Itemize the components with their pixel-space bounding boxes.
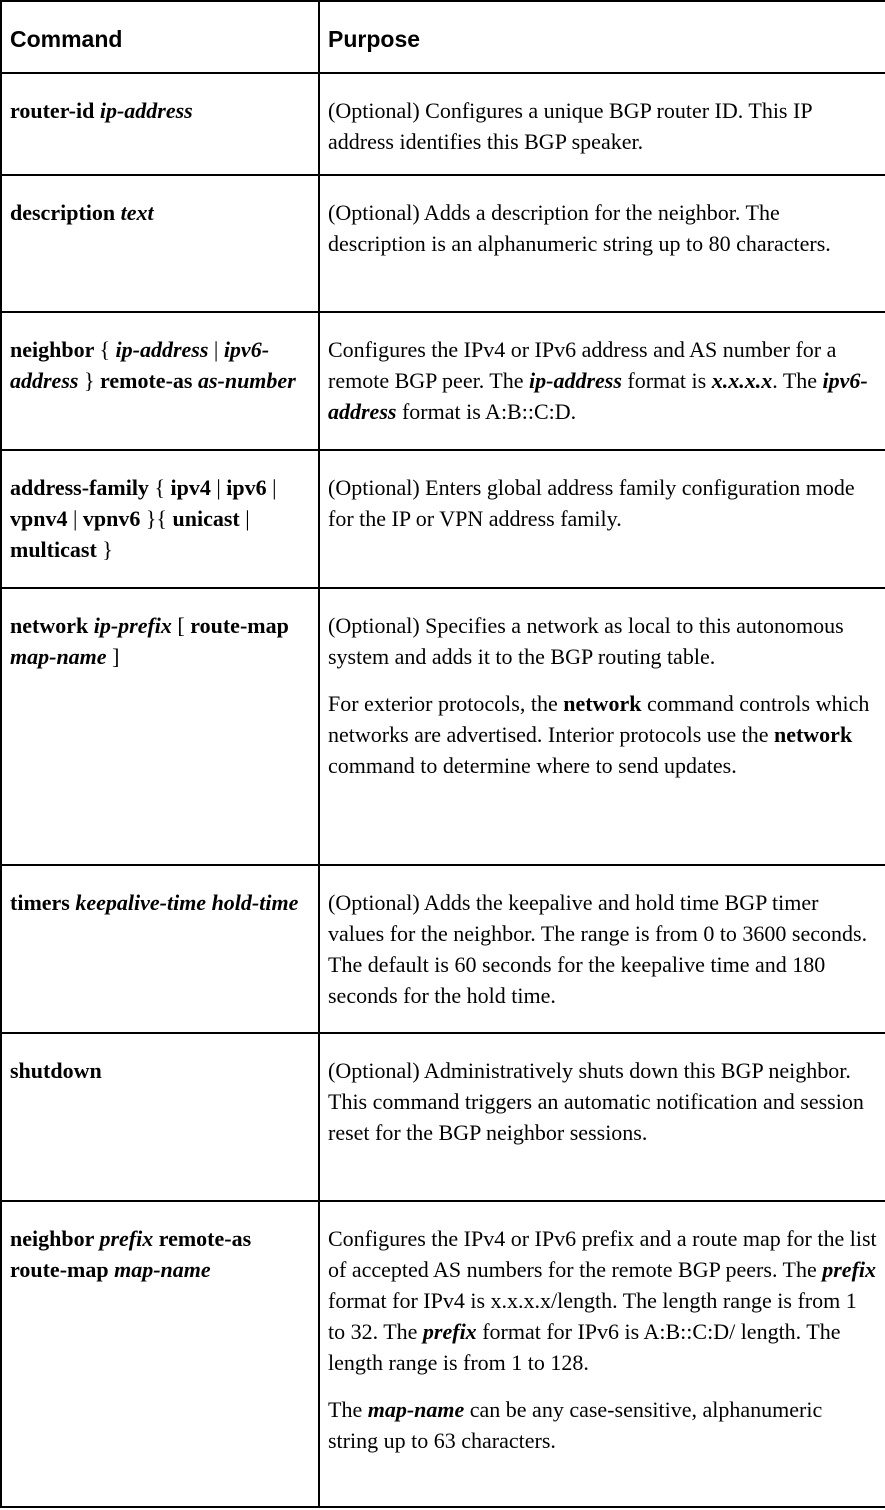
text-run: keepalive-time hold-time — [75, 890, 299, 915]
text-run: unicast — [172, 506, 240, 531]
table-row — [1, 312, 885, 450]
text-run: neighbor — [10, 337, 100, 362]
text-run: address-family — [10, 475, 155, 500]
text-run: (Optional) Adds the keepalive and hold time BGP timer values for the neighbor. The range is from 0 to 3600 seconds. The default is 60 seconds for the keepalive time and 180 seconds for the hold time. — [328, 890, 868, 1008]
text-run: can be any case-sensitive, alphanumeric string up to 63 characters. — [328, 1397, 823, 1453]
text-run: prefix — [422, 1319, 477, 1344]
purpose-paragraph — [328, 1394, 877, 1456]
text-run: prefix — [822, 1257, 877, 1282]
text-run: ipv6-address — [10, 337, 270, 393]
text-run: ] — [106, 644, 120, 669]
command-cell — [1, 175, 319, 312]
purpose-paragraph — [328, 95, 877, 157]
purpose-paragraph — [328, 887, 877, 1011]
text-run: map-name — [367, 1397, 465, 1422]
text-run: remote-as route-map — [10, 1226, 252, 1282]
text-run: remote-as — [100, 368, 198, 393]
command-cell — [1, 1033, 319, 1201]
command-cell — [1, 588, 319, 865]
text-run: text — [120, 200, 154, 225]
purpose-cell — [319, 588, 885, 865]
text-run: ipv4 — [170, 475, 211, 500]
purpose-cell — [319, 175, 885, 312]
text-run: vpnv6 — [82, 506, 141, 531]
text-run: | — [266, 475, 277, 500]
text-run: (Optional) Specifies a network as local to this autonomous system and adds it to the BGP routing table. — [328, 613, 844, 669]
table-row — [1, 1033, 885, 1201]
command-cell — [1, 450, 319, 588]
text-run: } — [96, 537, 113, 562]
table-row — [1, 73, 885, 175]
text-run: The — [328, 1397, 368, 1422]
purpose-cell — [319, 312, 885, 450]
text-run: { — [99, 337, 116, 362]
text-run: }{ — [140, 506, 173, 531]
text-run: as-number — [197, 368, 296, 393]
purpose-cell — [319, 73, 885, 175]
text-run: shutdown — [10, 1058, 102, 1083]
text-run: neighbor — [10, 1226, 100, 1251]
text-run: router-id — [10, 98, 100, 123]
command-column-header: Command — [1, 1, 319, 73]
header-row — [1, 1, 885, 73]
text-run: network — [10, 613, 94, 638]
text-run: ipv6 — [226, 475, 267, 500]
text-run: (Optional) Configures a unique BGP router ID. This IP address identifies this BGP speaker. — [328, 98, 812, 154]
text-run: network — [563, 691, 642, 716]
table-row — [1, 175, 885, 312]
text-run: | — [210, 475, 227, 500]
text-run: | — [208, 337, 224, 362]
text-run: ip-prefix — [93, 613, 172, 638]
text-run: ip-address — [115, 337, 209, 362]
table-row — [1, 450, 885, 588]
text-run: format for IPv6 is A:B::C:D/ length. The length range is from 1 to 128. — [328, 1319, 841, 1375]
text-run: For exterior protocols, the — [328, 691, 564, 716]
text-run: Configures the IPv4 or IPv6 address and AS number for a remote BGP peer. The — [328, 337, 837, 393]
text-run: } — [78, 368, 101, 393]
text-run: format is — [621, 368, 712, 393]
purpose-paragraph — [328, 472, 877, 534]
purpose-paragraph — [328, 197, 877, 259]
text-run: [ — [171, 613, 191, 638]
text-run: prefix — [99, 1226, 154, 1251]
purpose-paragraph — [328, 610, 877, 672]
purpose-paragraph — [328, 334, 877, 427]
text-run: timers — [10, 890, 76, 915]
text-run: { — [154, 475, 171, 500]
purpose-cell — [319, 865, 885, 1033]
text-run: format is A:B::C:D. — [396, 399, 577, 424]
purpose-paragraph — [328, 1055, 877, 1148]
purpose-paragraph — [328, 1223, 877, 1378]
command-cell — [1, 73, 319, 175]
text-run: ip-address — [529, 368, 622, 393]
text-run: (Optional) Enters global address family configuration mode for the IP or VPN address family. — [328, 475, 855, 531]
table-row — [1, 865, 885, 1033]
text-run: vpnv4 — [10, 506, 68, 531]
text-run: x.x.x.x — [711, 368, 773, 393]
text-run: network — [773, 722, 853, 747]
text-run: route-map — [190, 613, 289, 638]
purpose-cell — [319, 450, 885, 588]
purpose-cell — [319, 1033, 885, 1201]
text-run: (Optional) Adds a description for the neighbor. The description is an alphanumeric string up to 80 characters. — [328, 200, 831, 256]
text-run: command to determine where to send updates. — [328, 753, 737, 778]
command-cell — [1, 865, 319, 1033]
command-cell — [1, 1201, 319, 1507]
table-body — [1, 73, 885, 1507]
text-run: . The — [772, 368, 823, 393]
table-row — [1, 588, 885, 865]
text-run: map-name — [10, 644, 107, 669]
purpose-cell — [319, 1201, 885, 1507]
text-run: | — [67, 506, 83, 531]
text-run: format for IPv4 is x.x.x.x/length. The length range is from 1 to 32. The — [328, 1288, 857, 1344]
table-row — [1, 1201, 885, 1507]
text-run: | — [239, 506, 250, 531]
text-run: multicast — [10, 537, 97, 562]
text-run: description — [10, 200, 121, 225]
text-run: Configures the IPv4 or IPv6 prefix and a route map for the list of accepted AS numbers for the remote BGP peers. The — [328, 1226, 877, 1282]
text-run: (Optional) Administratively shuts down this BGP neighbor. This command triggers an automatic notification and session reset for the BGP neighbor sessions. — [328, 1058, 864, 1145]
purpose-column-header: Purpose — [319, 1, 885, 73]
text-run: map-name — [114, 1257, 211, 1282]
text-run: ipv6-address — [328, 368, 868, 424]
command-cell — [1, 312, 319, 450]
text-run: ip-address — [99, 98, 193, 123]
text-run: command controls which networks are advertised. Interior protocols use the — [328, 691, 870, 747]
purpose-paragraph — [328, 688, 877, 781]
